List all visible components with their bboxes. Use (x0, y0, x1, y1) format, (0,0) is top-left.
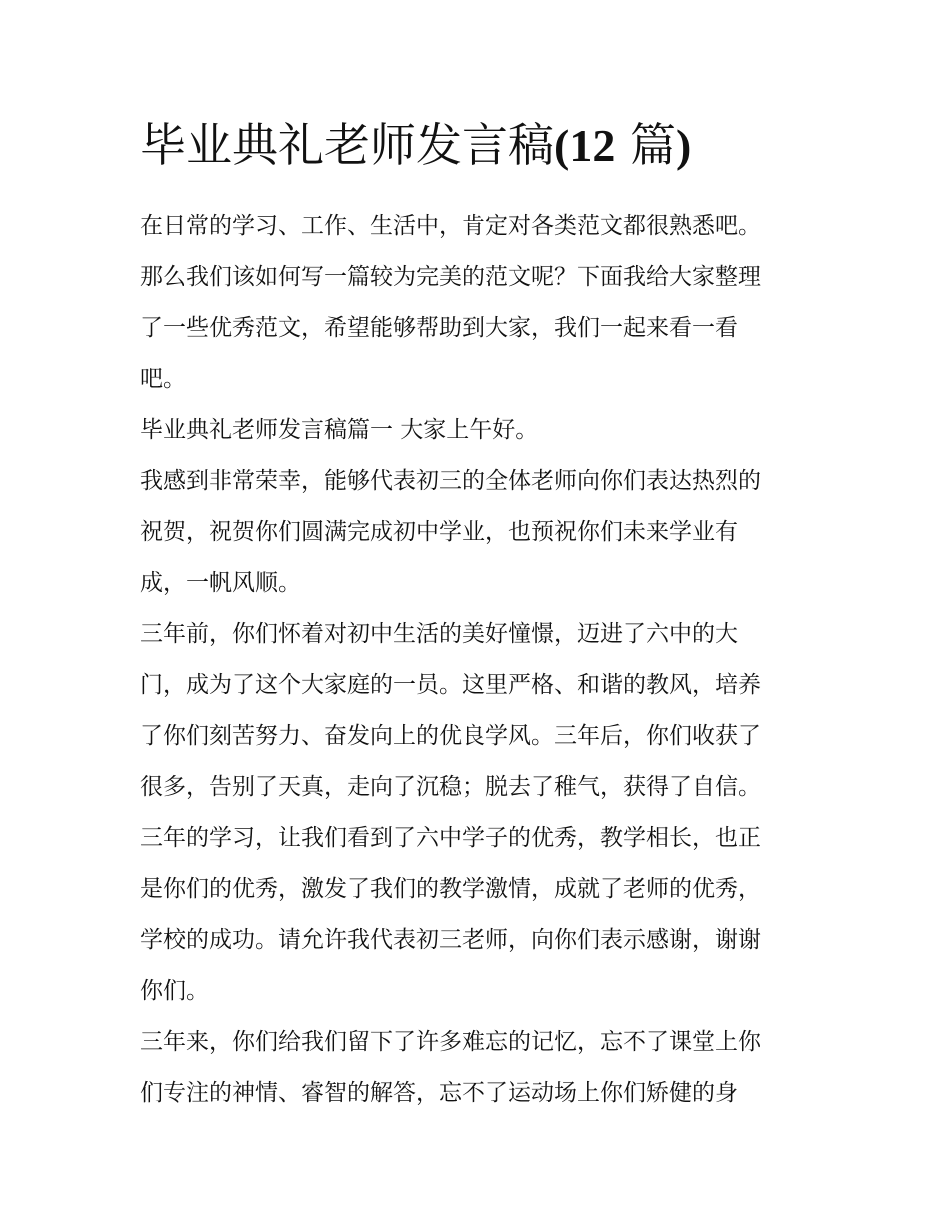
text-line: 你们。 (140, 978, 209, 1004)
text-line: 吧。 (140, 366, 186, 392)
text-line: 学校的成功。请允许我代表初三老师，向你们表示感谢，谢谢 (140, 927, 761, 953)
text-line: 毕业典礼老师发言稿篇一 大家上午好。 (140, 417, 539, 443)
text-line: 三年前，你们怀着对初中生活的美好憧憬，迈进了六中的大 (140, 621, 738, 647)
text-line: 成，一帆风顺。 (140, 570, 301, 596)
text-line: 们专注的神情、睿智的解答，忘不了运动场上你们矫健的身 (140, 1080, 738, 1106)
text-line: 在日常的学习、工作、生活中，肯定对各类范文都很熟悉吧。 (140, 213, 761, 239)
title-open-paren: ( (554, 120, 570, 171)
text-line: 那么我们该如何写一篇较为完美的范文呢？下面我给大家整理 (140, 264, 761, 290)
title-close-paren: ) (675, 120, 692, 171)
title-unit: 篇 (615, 118, 676, 172)
text-line: 祝贺，祝贺你们圆满完成初中学业，也预祝你们未来学业有 (140, 519, 738, 545)
text-line: 很多，告别了天真，走向了沉稳；脱去了稚气，获得了自信。 (140, 774, 761, 800)
text-line: 门，成为了这个大家庭的一员。这里严格、和谐的教风，培养 (140, 672, 761, 698)
text-line: 三年来，你们给我们留下了许多难忘的记忆，忘不了课堂上你 (140, 1029, 761, 1055)
paragraph-intro (140, 201, 812, 405)
text-line: 我感到非常荣幸，能够代表初三的全体老师向你们表达热烈的 (140, 468, 761, 494)
text-line: 了一些优秀范文，希望能够帮助到大家，我们一起来看一看 (140, 315, 738, 341)
paragraph-body-1 (140, 456, 812, 609)
text-line: 是你们的优秀，激发了我们的教学激情，成就了老师的优秀， (140, 876, 761, 902)
paragraph-body-3 (140, 1017, 812, 1119)
title-count: 12 (569, 120, 616, 171)
document-page (140, 112, 812, 1119)
paragraph-body-2 (140, 609, 812, 1017)
paragraph-section-heading (140, 405, 812, 456)
text-line: 了你们刻苦努力、奋发向上的优良学风。三年后，你们收获了 (140, 723, 761, 749)
document-title (140, 112, 812, 179)
text-line: 三年的学习，让我们看到了六中学子的优秀，教学相长，也正 (140, 825, 761, 851)
title-text: 毕业典礼老师发言稿 (140, 118, 554, 172)
